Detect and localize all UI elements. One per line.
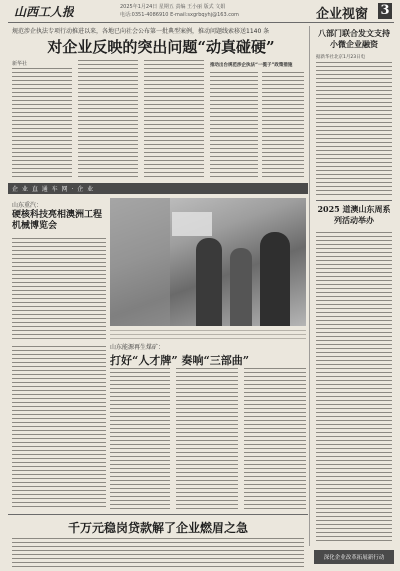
middle-body-col-1 (110, 368, 170, 510)
lead-body-col-2 (78, 60, 138, 178)
middle-location: 山东能源再生煤矿： (110, 344, 165, 351)
side-feature-headline: 2025 道澳山东周系列活动举办 (317, 204, 391, 225)
section-title: 企业视窗 (316, 7, 369, 22)
photo-panel-left (110, 198, 170, 326)
left-lower-body (12, 346, 106, 510)
masthead-contact-line: 电话:0351-4086910 E-mail:sxgrbqyhj@163.com (120, 12, 239, 18)
page-number-badge (378, 3, 392, 19)
lead-body-col-4 (210, 72, 258, 178)
lead-subhead: 推动出台规范涉企执法“一揽子”政策措施 (210, 63, 293, 68)
page-number: 3 (380, 3, 390, 18)
masthead-logo: 山西工人报 (14, 5, 75, 19)
masthead-date-line: 2025年1月24日 星期五 责编 王小丽 版式 文娟 (120, 4, 226, 10)
side-body (316, 62, 392, 196)
bottom-body (12, 538, 304, 568)
side-byline: 据新华社北京1月23日电 (316, 55, 366, 60)
side-headline: 八部门联合发文支持小微企业融资 (318, 28, 390, 49)
photo-person-1 (196, 238, 222, 326)
banner-strip (8, 183, 308, 194)
middle-body-col-2 (176, 368, 238, 510)
middle-body-col-3 (244, 368, 306, 510)
lead-kicker: 规范涉企执法专项行动推进以来，各地已向社会公布第一批典型案例，推动问题线索移送1140 条 (12, 28, 270, 35)
bottom-banner-label: 深化企业改革拓展新行动 (323, 555, 385, 561)
column-divider (309, 26, 310, 546)
photo-display (172, 212, 212, 236)
masthead (0, 0, 400, 22)
lead-body-col-1 (12, 68, 72, 178)
photo-person-2 (230, 248, 252, 326)
lead-byline: 新华社 (12, 61, 28, 67)
lead-body-col-5 (262, 72, 304, 178)
lead-body-col-3 (144, 60, 204, 178)
banner-strip-label: 企 业 直 通 车 网 · 企 业 (12, 186, 95, 193)
masthead-rule (8, 22, 394, 23)
photo-person-3 (260, 232, 290, 326)
middle-headline: 打好“人才牌” 奏响“三部曲” (110, 354, 250, 367)
bottom-headline: 千万元稳岗贷款解了企业燃眉之急 (67, 521, 248, 535)
lead-headline: 对企业反映的突出问题“动真碰硬” (47, 38, 275, 56)
left-feature-body (12, 238, 106, 340)
left-feature-headline: 硬核科技亮相澳洲工程机械博览会 (12, 210, 103, 231)
left-feature-location: 山东重汽： (12, 202, 43, 209)
news-photo (110, 198, 306, 326)
side-feature-body (316, 232, 392, 542)
bottom-divider (8, 514, 308, 515)
side-divider (316, 200, 392, 201)
bottom-banner (314, 550, 394, 564)
